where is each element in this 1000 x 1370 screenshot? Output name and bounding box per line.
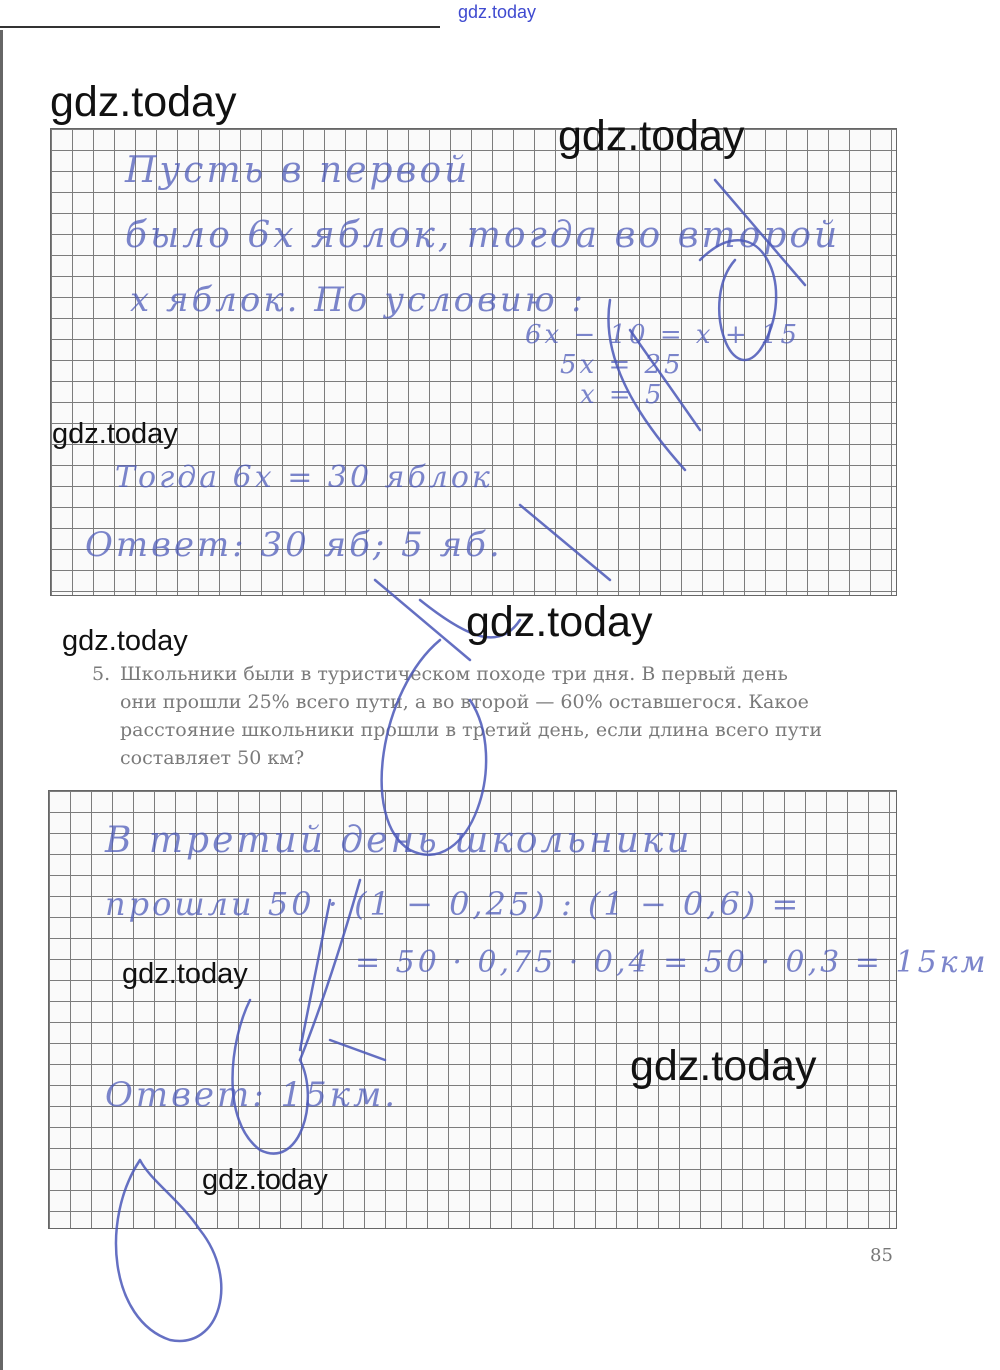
watermark-3: gdz.today <box>52 418 178 450</box>
problem5-line1: Школьники были в туристическом походе три дня. В первый день <box>120 663 788 685</box>
solution4-line4: Тогда 6х = 30 яблок <box>115 460 493 495</box>
watermark-7: gdz.today <box>630 1042 817 1090</box>
solution4-line3: х яблок. По условию : <box>130 280 586 320</box>
solution4-line1: Пусть в первой <box>125 150 471 191</box>
solution5-line3: = 50 · 0,75 · 0,4 = 50 · 0,3 = 15км <box>355 945 989 980</box>
solution4-eq3: х = 5 <box>580 380 665 410</box>
watermark-5: gdz.today <box>62 625 188 657</box>
watermark-4: gdz.today <box>466 598 653 646</box>
watermark-2: gdz.today <box>558 112 745 160</box>
solution4-eq2: 5х = 25 <box>560 350 684 380</box>
solution5-line2: прошли 50 · (1 − 0,25) : (1 − 0,6) = <box>105 885 802 923</box>
page-binding-edge <box>0 30 3 1370</box>
problem5-line3: расстояние школьники прошли в третий день, если длина всего пути <box>120 719 823 741</box>
solution5-line1: В третий день школьники <box>105 820 693 861</box>
problem5-line4: составляет 50 км? <box>120 747 305 769</box>
page-number: 85 <box>870 1245 893 1266</box>
solution4-eq1: 6х − 10 = х + 15 <box>525 320 800 350</box>
watermark-6: gdz.today <box>122 958 248 990</box>
watermark-1: gdz.today <box>50 78 237 126</box>
solution4-answer: Ответ: 30 яб; 5 яб. <box>85 525 503 565</box>
solution4-line2: было 6х яблок, тогда во второй <box>125 215 841 256</box>
watermark-8: gdz.today <box>202 1164 328 1196</box>
problem5-line2: они прошли 25% всего пути, а во второй — 60% оставшегося. Какое <box>120 691 809 713</box>
solution5-answer: Ответ: 15км. <box>105 1075 399 1115</box>
watermark-top: gdz.today <box>458 2 537 22</box>
page-edge <box>0 26 440 28</box>
problem5-number: 5. <box>92 663 111 685</box>
